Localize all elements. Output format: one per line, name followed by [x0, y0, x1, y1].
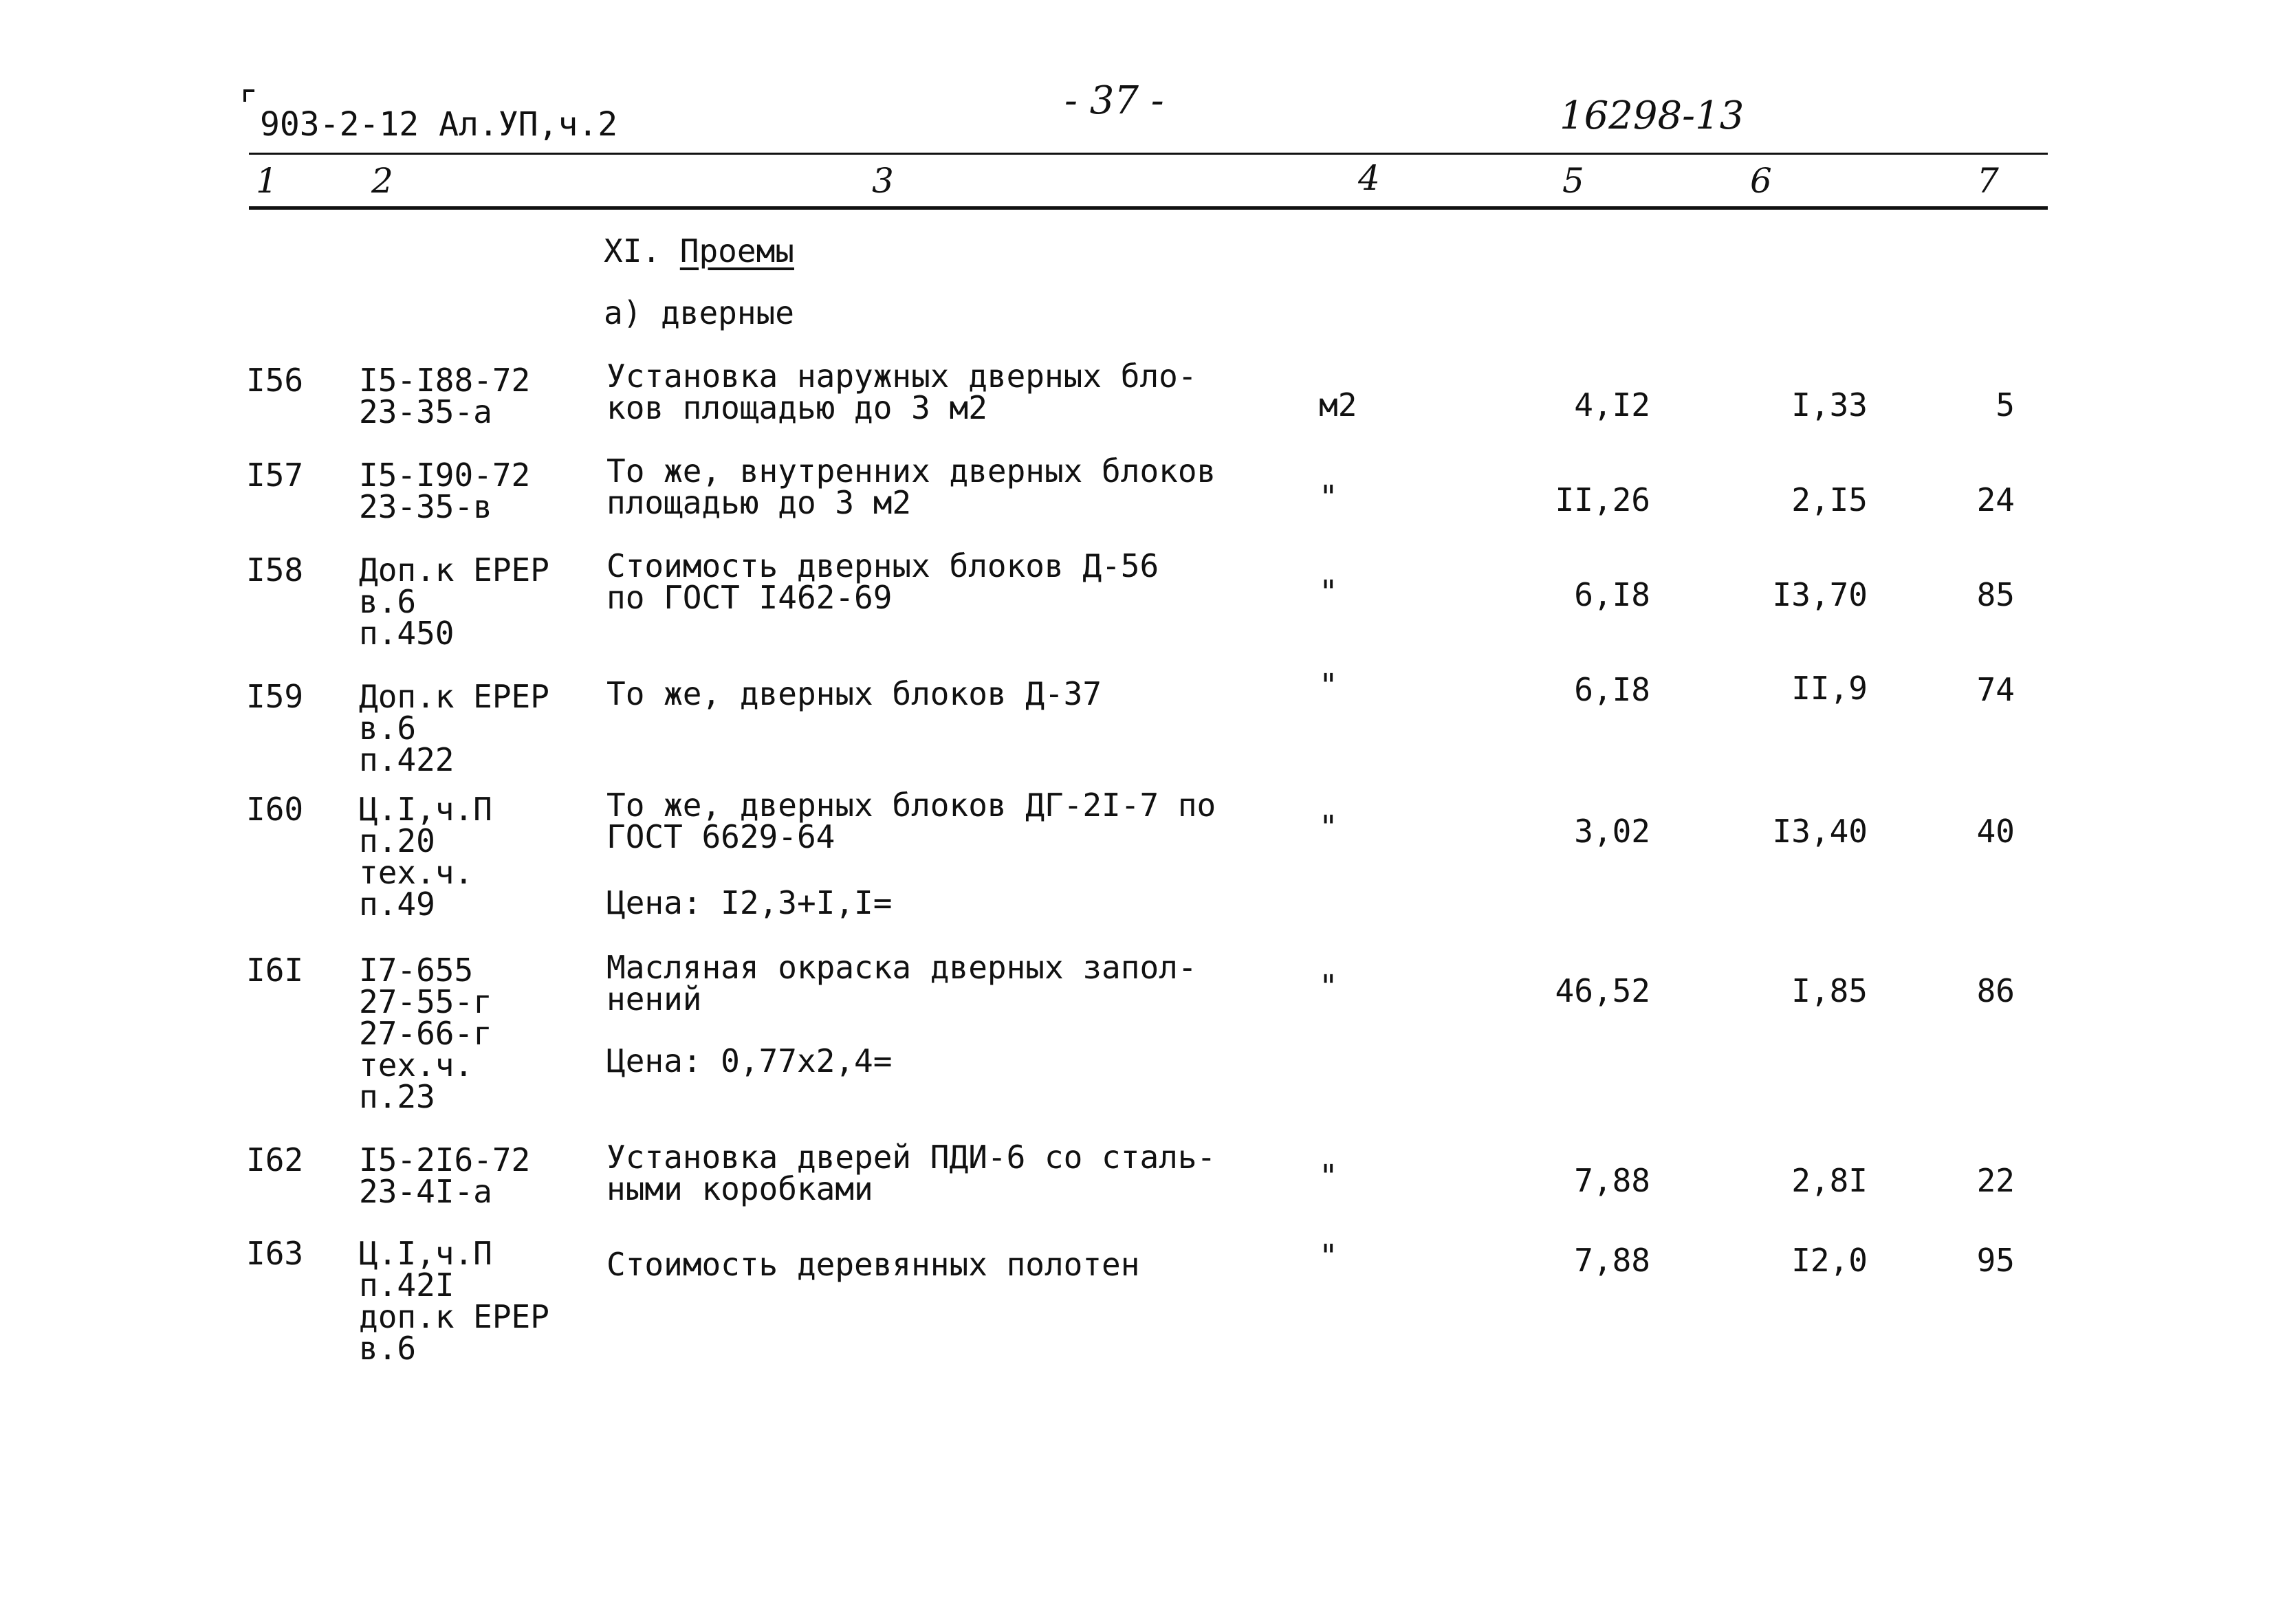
column-number: 7 — [1977, 161, 1999, 201]
row-reference: Доп.к ЕРЕР в.6 п.422 — [359, 678, 549, 778]
row-unit-price: I2,0 — [1791, 1242, 1868, 1279]
section-subtitle: а) дверные — [604, 294, 794, 331]
row-description: Стоимость деревянных полотен — [606, 1246, 1140, 1283]
section-name: Проемы — [679, 232, 794, 270]
row-description: Установка наружных дверных бло- ков площадью до 3 м2 — [606, 358, 1197, 426]
row-total: 22 — [1976, 1162, 2015, 1199]
header-rule — [249, 206, 2048, 210]
row-quantity: 3,02 — [1574, 813, 1650, 850]
row-description: То же, дверных блоков ДГ-2I-7 по ГОСТ 6629-64 — [606, 787, 1216, 855]
row-total: 95 — [1976, 1242, 2015, 1279]
row-quantity: 4,I2 — [1574, 386, 1650, 424]
row-number: I60 — [246, 791, 304, 828]
column-number: 1 — [256, 161, 278, 201]
row-reference: Ц.I,ч.П п.42I доп.к ЕРЕР в.6 — [359, 1235, 549, 1367]
row-unit-price: I3,40 — [1772, 813, 1868, 850]
row-unit: " — [1319, 479, 1338, 516]
document-number: 16298-13 — [1560, 94, 1745, 138]
row-unit-price: 2,8I — [1791, 1162, 1868, 1199]
row-unit: " — [1319, 1158, 1338, 1195]
row-total: 74 — [1976, 671, 2015, 708]
row-quantity: II,26 — [1555, 481, 1650, 518]
top-rule — [249, 153, 2048, 155]
row-number: I57 — [246, 457, 304, 494]
row-description: Стоимость дверных блоков Д-56 по ГОСТ I462-69 — [606, 547, 1159, 616]
row-description: Установка дверей ПДИ-6 со сталь- ными коробками — [606, 1139, 1216, 1207]
row-total: 86 — [1976, 972, 2015, 1009]
row-total: 85 — [1976, 576, 2015, 613]
page-number: - 37 - — [1064, 78, 1164, 123]
row-quantity: 6,I8 — [1574, 671, 1650, 708]
row-unit: " — [1319, 968, 1338, 1005]
row-description: То же, дверных блоков Д-37 — [606, 675, 1102, 712]
row-number: I6I — [246, 952, 304, 989]
row-reference: I5-I88-72 23-35-а — [359, 362, 531, 430]
row-reference: Доп.к ЕРЕР в.6 п.450 — [359, 551, 549, 652]
row-number: I56 — [246, 362, 304, 399]
row-price-note: Цена: 0,77х2,4= — [606, 1042, 893, 1079]
row-unit-price: I,33 — [1791, 386, 1868, 424]
corner-mark — [243, 89, 254, 102]
row-number: I59 — [246, 678, 304, 715]
row-number: I58 — [246, 551, 304, 589]
row-unit-price: II,9 — [1791, 670, 1868, 707]
row-quantity: 7,88 — [1574, 1242, 1650, 1279]
row-quantity: 46,52 — [1555, 972, 1650, 1009]
row-total: 40 — [1976, 813, 2015, 850]
row-total: 24 — [1976, 481, 2015, 518]
document-code: 903-2-12 Ал.УП,ч.2 — [260, 105, 618, 144]
row-reference: Ц.I,ч.П п.20 тех.ч. п.49 — [359, 791, 492, 923]
column-number: 3 — [872, 161, 894, 201]
section-number: XI. — [604, 232, 662, 270]
column-number: 4 — [1358, 158, 1380, 198]
row-unit: " — [1319, 667, 1338, 704]
column-number: 6 — [1750, 161, 1772, 201]
row-unit: " — [1319, 573, 1338, 611]
row-unit-price: 2,I5 — [1791, 481, 1868, 518]
row-unit-price: I,85 — [1791, 972, 1868, 1009]
row-total: 5 — [1996, 386, 2015, 424]
row-reference: I5-I90-72 23-35-в — [359, 457, 531, 525]
row-description: То же, внутренних дверных блоков площадью до 3 м2 — [606, 452, 1216, 521]
row-number: I63 — [246, 1235, 304, 1272]
row-description: Масляная окраска дверных запол- нений — [606, 949, 1197, 1018]
row-unit: " — [1319, 1238, 1338, 1275]
row-number: I62 — [246, 1141, 304, 1178]
column-number: 5 — [1562, 161, 1584, 201]
row-unit: м2 — [1319, 386, 1357, 424]
column-number: 2 — [371, 161, 393, 201]
row-quantity: 6,I8 — [1574, 576, 1650, 613]
row-unit: " — [1319, 809, 1338, 846]
row-reference: I7-655 27-55-г 27-66-г тех.ч. п.23 — [359, 952, 492, 1115]
row-price-note: Цена: I2,3+I,I= — [606, 884, 893, 921]
row-unit-price: I3,70 — [1772, 576, 1868, 613]
row-quantity: 7,88 — [1574, 1162, 1650, 1199]
row-reference: I5-2I6-72 23-4I-а — [359, 1141, 531, 1210]
section-title — [604, 232, 794, 270]
